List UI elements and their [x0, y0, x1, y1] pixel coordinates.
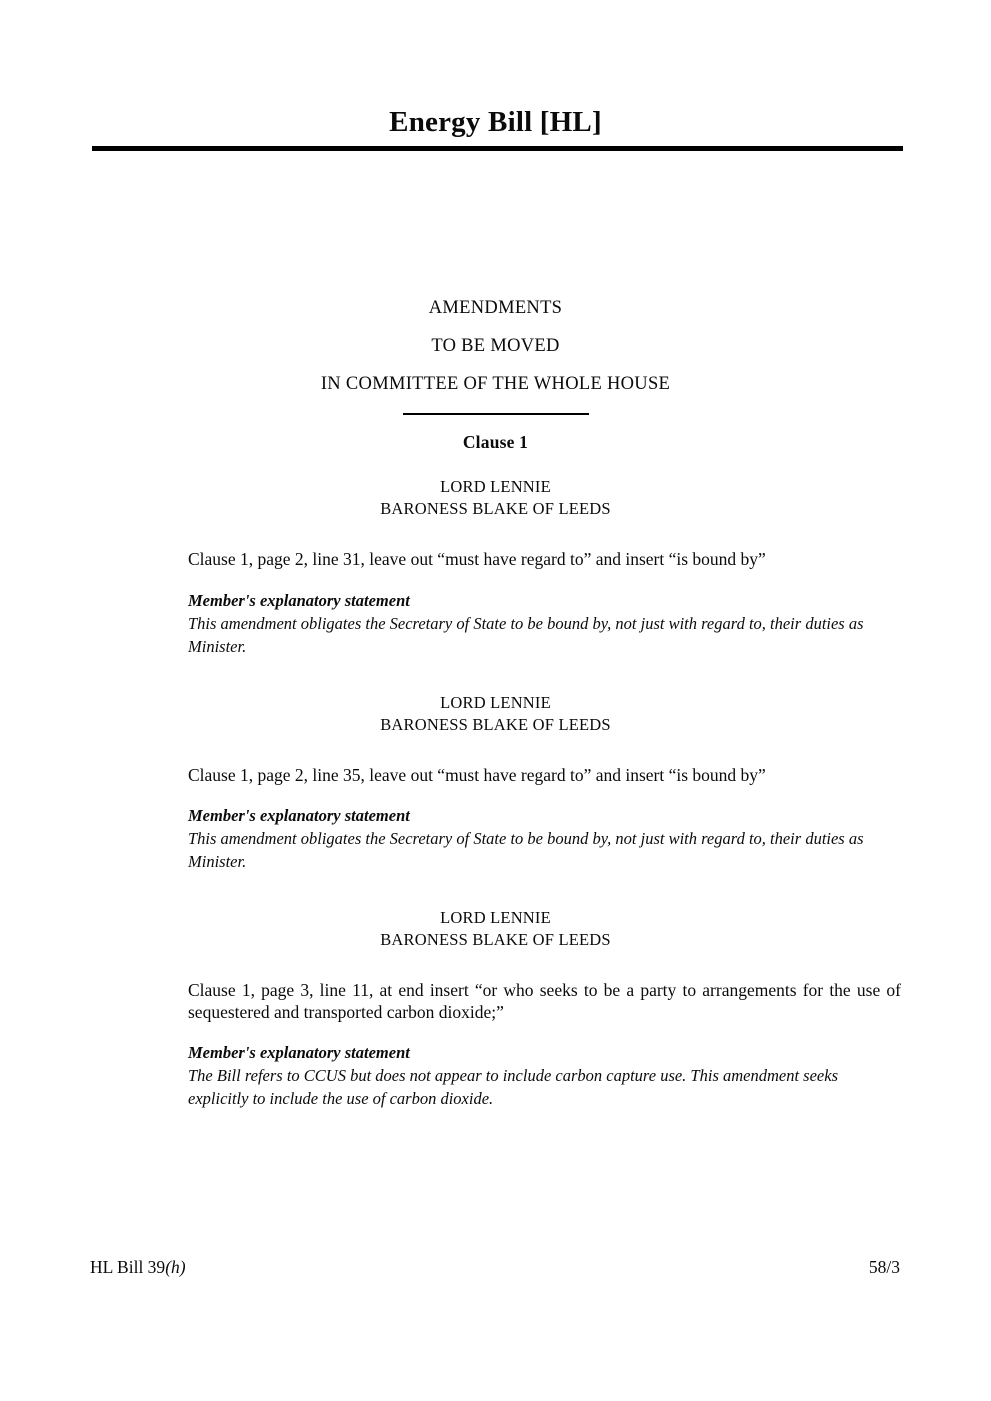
- sponsor-name: LORD LENNIE: [440, 692, 551, 712]
- footer-bill-number: [90, 1256, 186, 1278]
- bill-title: Energy Bill [HL]: [389, 106, 602, 138]
- explanatory-label: Member's explanatory statement: [188, 806, 410, 825]
- explanatory-text: This amendment obligates the Secretary of State to be bound by, not just with regard to, their duties as Minister.: [188, 613, 864, 656]
- explanatory-statement: [188, 1042, 901, 1110]
- amendment-headings: [0, 299, 991, 453]
- page-footer: [90, 1256, 900, 1278]
- sponsor-list: [0, 476, 991, 520]
- explanatory-statement: [188, 805, 901, 873]
- sponsor-name: BARONESS BLAKE OF LEEDS: [380, 499, 611, 518]
- footer-bill-number-text: HL Bill 39: [90, 1257, 166, 1277]
- amendment-text: Clause 1, page 3, line 11, at end insert “or who seeks to be a party to arrangements for the use of sequestered and transported carbon dioxide;”: [188, 980, 901, 1022]
- amendment-block-3: [0, 907, 991, 1110]
- sponsor-name: BARONESS BLAKE OF LEEDS: [380, 930, 611, 949]
- explanatory-text: This amendment obligates the Secretary of State to be bound by, not just with regard to, their duties as Minister.: [188, 829, 864, 871]
- document-header: [0, 0, 991, 151]
- amendments-list: [0, 476, 991, 1110]
- title-double-rule: [92, 146, 903, 151]
- footer-bill-number-suffix: (h): [165, 1257, 186, 1277]
- footer-page-ref: 58/3: [868, 1257, 900, 1277]
- explanatory-label: Member's explanatory statement: [188, 590, 410, 610]
- sponsor-name: BARONESS BLAKE OF LEEDS: [380, 714, 611, 734]
- sponsor-list: [0, 692, 991, 736]
- sponsor-list: [0, 907, 991, 951]
- amendment-text: Clause 1, page 2, line 35, leave out “must have regard to” and insert “is bound by”: [188, 764, 766, 785]
- amendment-block-2: [0, 692, 991, 874]
- section-divider-rule: [403, 413, 589, 415]
- explanatory-label: Member's explanatory statement: [188, 1043, 410, 1062]
- sponsor-name: LORD LENNIE: [440, 477, 551, 496]
- amendment-text: Clause 1, page 2, line 31, leave out “must have regard to” and insert “is bound by”: [188, 549, 766, 569]
- heading-committee: IN COMMITTEE OF THE WHOLE HOUSE: [320, 374, 671, 394]
- amendment-block-1: [0, 476, 991, 658]
- explanatory-statement: [188, 590, 901, 658]
- clause-heading: Clause 1: [462, 432, 529, 452]
- explanatory-text: The Bill refers to CCUS but does not appear to include carbon capture use. This amendment seeks explicitly to include the use of carbon dioxide.: [188, 1066, 838, 1108]
- heading-amendments: AMENDMENTS: [428, 298, 563, 318]
- heading-to-be-moved: TO BE MOVED: [431, 336, 560, 356]
- sponsor-name: LORD LENNIE: [440, 908, 551, 927]
